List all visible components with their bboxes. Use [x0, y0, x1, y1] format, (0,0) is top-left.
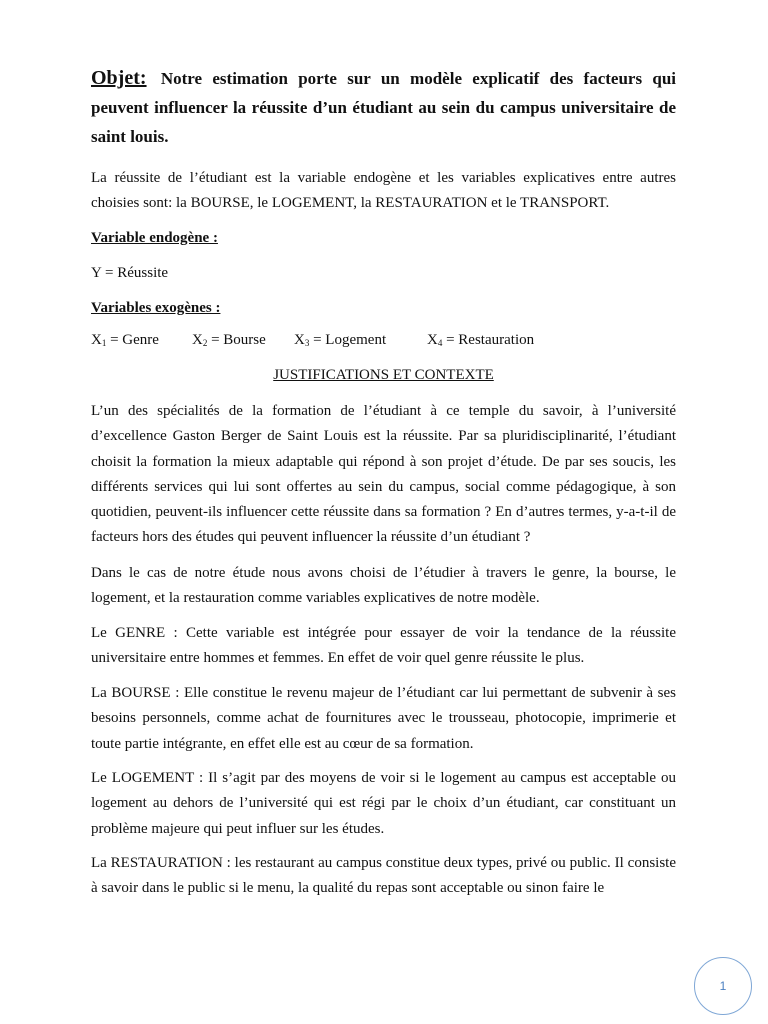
intro-paragraph: La réussite de l’étudiant est la variable endogène et les variables explicatives entre autres choisies sont: la BOURSE, le LOGEMENT, la RESTAURATION et le TRANSPORT. — [91, 170, 676, 212]
endogenous-equation: Y = Réussite — [91, 265, 169, 281]
paragraph-study-case: Dans le cas de notre étude nous avons choisi de l’étudier à travers le genre, la bourse, le logement, et la restauration comme variables explicatives de notre modèle. — [91, 565, 676, 607]
page-number-badge: 1 — [694, 957, 752, 1015]
objet-paragraph — [91, 64, 676, 151]
paragraph-context: L’un des spécialités de la formation de l’étudiant à ce temple du savoir, à l’université d’excellence Gaston Berger de Saint Louis est la réussite. Par sa pluridisciplinarité, l’étudiant choisit la formation la mieux adaptable qui répond à son projet d’étude. De par ses soucis, les différents services qui lui sont offertes au sein du campus, social comme pédagogique, à son quotidien, peuvent-ils influencer cette réussite dans sa formation ? En d’autres termes, y-a-t-il de facteurs hors des études qui peuvent influencer la réussite d’un étudiant ? — [91, 403, 676, 546]
exogenous-heading: Variables exogènes : — [91, 300, 221, 316]
paragraph-logement: Le LOGEMENT : Il s’agit par des moyens de voir si le logement au campus est acceptable ou logement au dehors de l’université qui est régi par le choix d’un étudiant, car constituant un problème majeure qui peut influer sur les études. — [91, 770, 676, 837]
variable-x4: $X_4$ = Restauration — [427, 332, 535, 348]
exogenous-variables-list — [91, 332, 676, 354]
section-title: JUSTIFICATIONS ET CONTEXTE — [273, 367, 494, 383]
paragraph-genre: Le GENRE : Cette variable est intégrée pour essayer de voir la tendance de la réussite universitaire entre hommes et femmes. En effet de voir quel genre réussite le plus. — [91, 625, 676, 667]
endogenous-heading: Variable endogène : — [91, 230, 218, 246]
paragraph-bourse: La BOURSE : Elle constitue le revenu majeur de l’étudiant car lui permettant de subvenir à ses besoins personnels, comme achat de fournitures avec le trousseau, photocopie, imprimerie et toute partie intégrante, en effet elle est au cœur de sa formation. — [91, 685, 676, 752]
objet-label: Objet: — [91, 67, 147, 89]
paragraph-restauration: La RESTAURATION : les restaurant au campus constitue deux types, privé ou public. Il consiste à savoir dans le public si le menu, la qualité du repas sont acceptable ou sinon faire le — [91, 855, 676, 897]
variable-x2: $X_2$ = Bourse — [192, 332, 266, 348]
objet-text: Notre estimation porte sur un modèle explicatif des facteurs qui peuvent influencer la réussite d’un étudiant au sein du campus universitaire de saint louis. — [91, 69, 677, 146]
variable-x3: $X_3$ = Logement — [294, 332, 387, 348]
variable-x1: $X_1$ = Genre — [91, 332, 159, 348]
